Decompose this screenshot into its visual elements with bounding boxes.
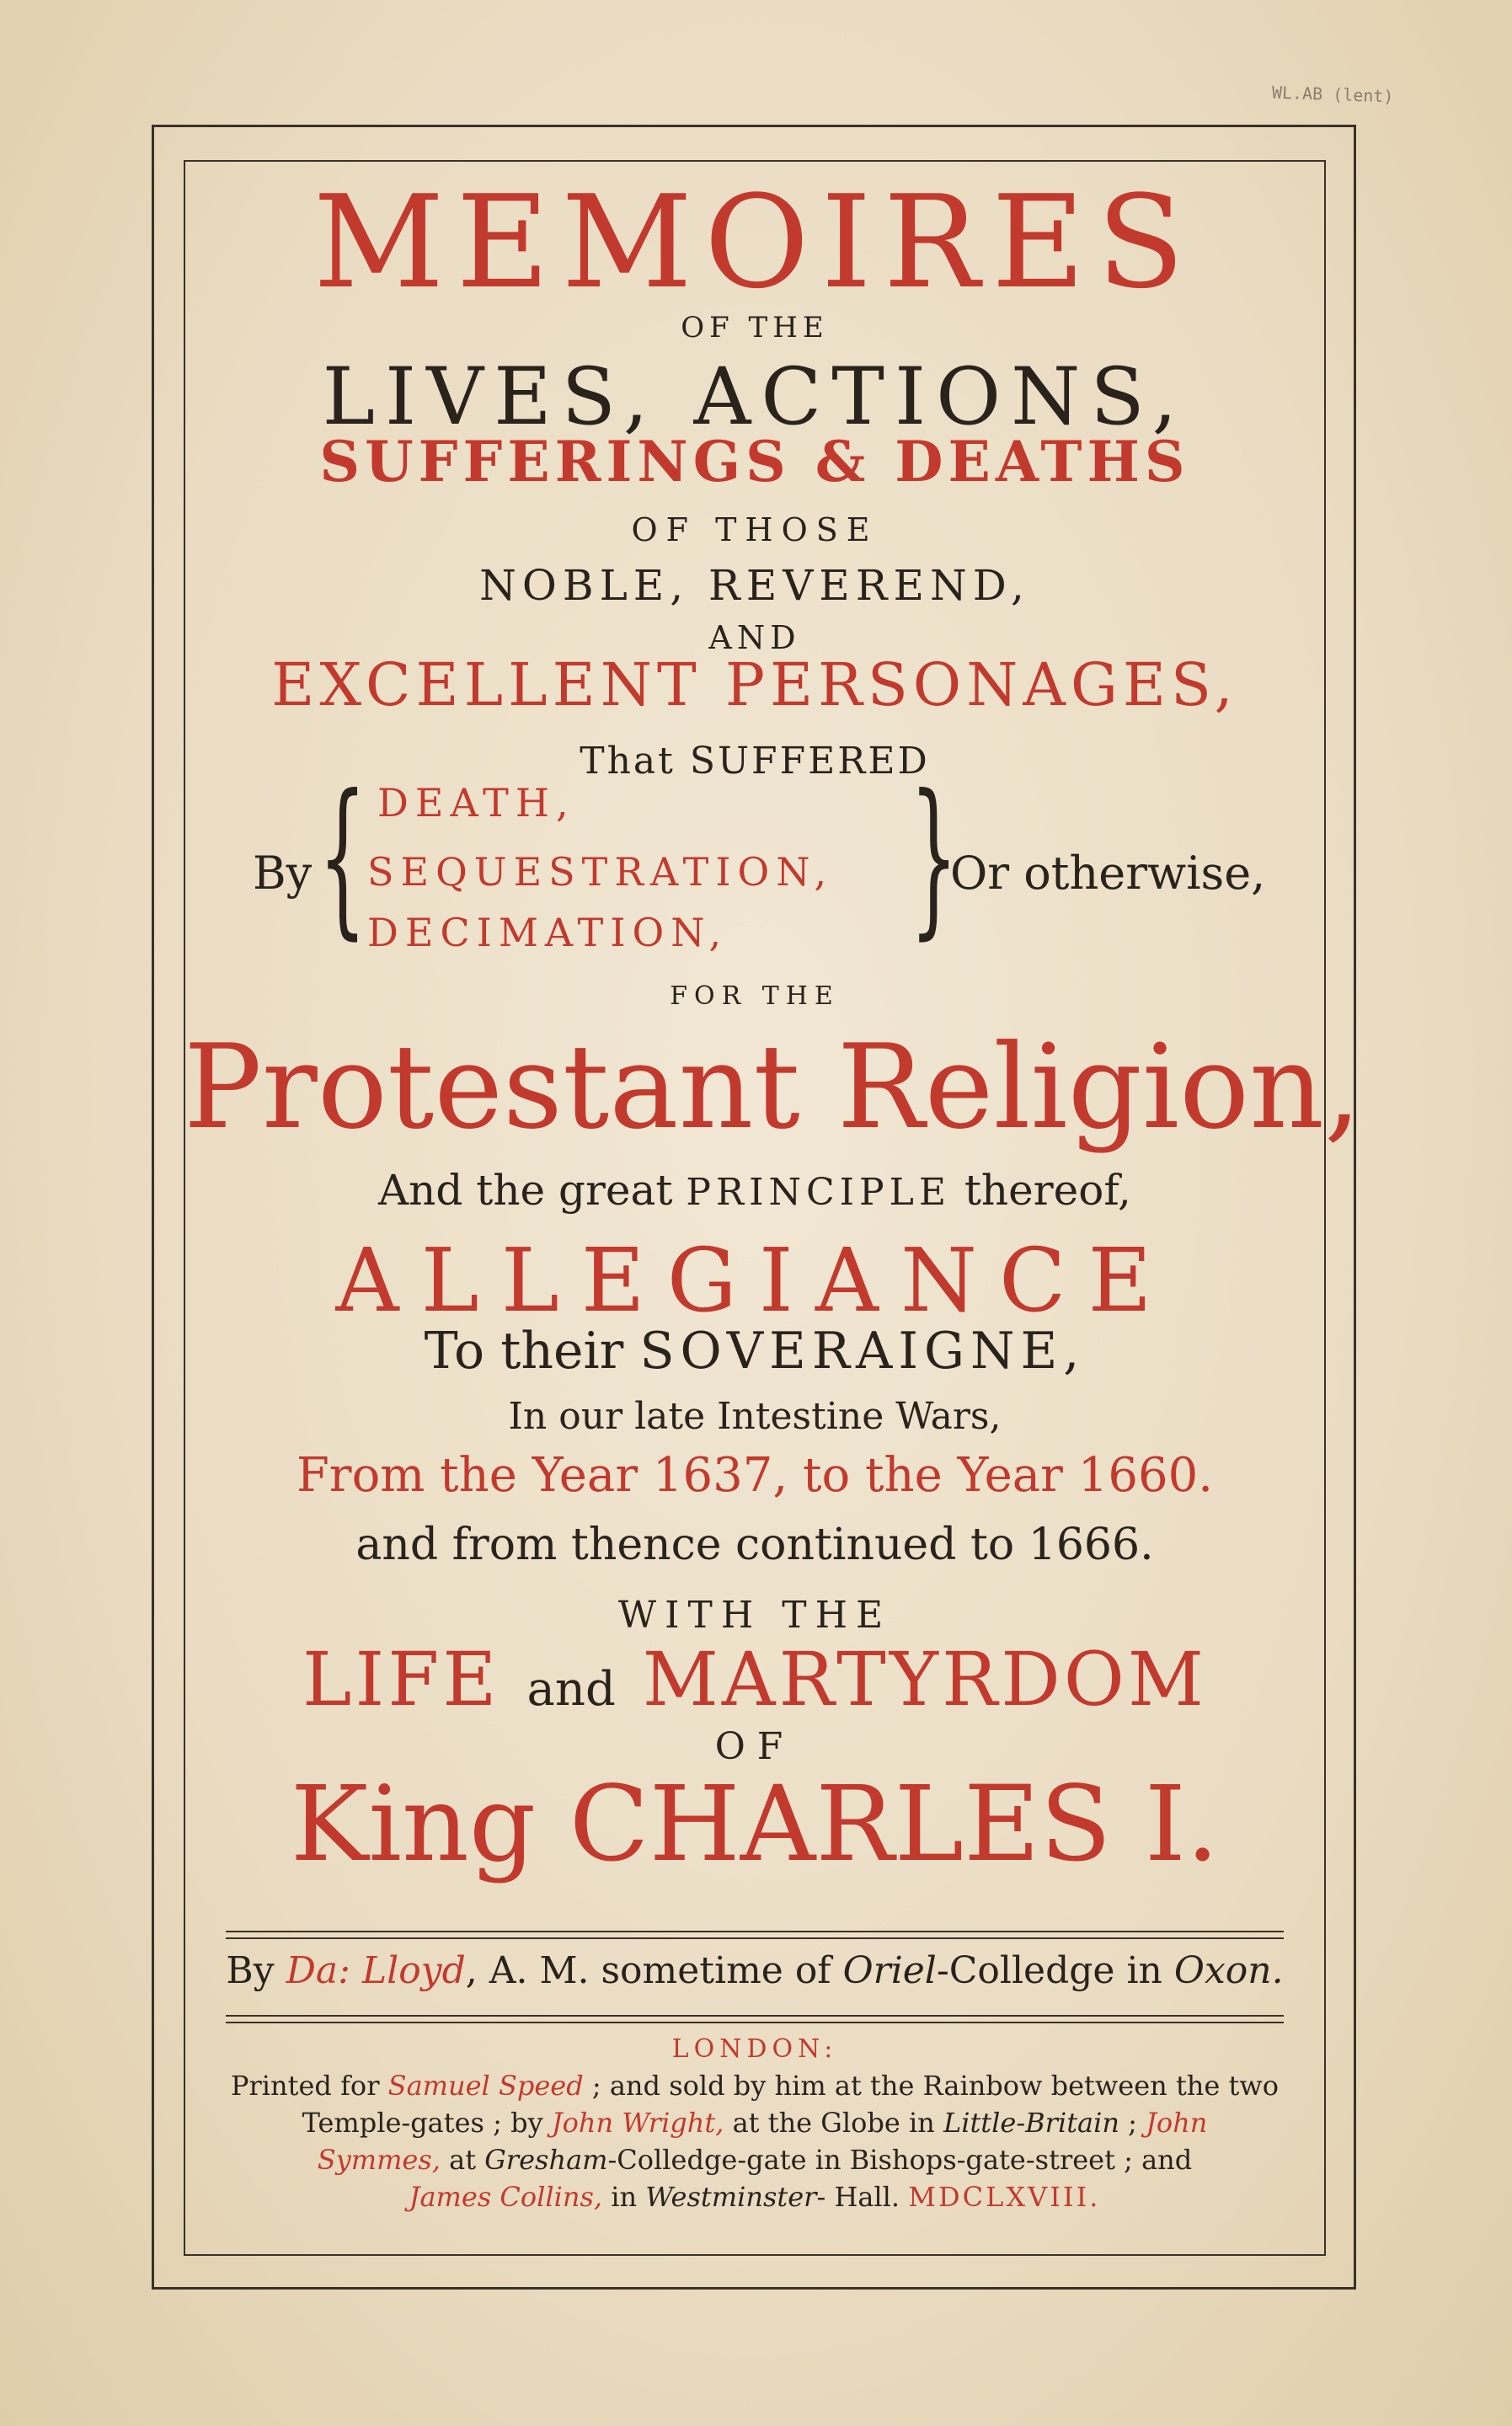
imprint-symmes: Symmes, xyxy=(317,2144,441,2176)
title-continued: and from thence continued to 1666. xyxy=(355,1520,1154,1570)
right-brace-icon: } xyxy=(910,759,959,955)
title-of: OF xyxy=(714,1725,795,1768)
title-soveraigne-line xyxy=(184,1322,1326,1381)
author-rest-b: -Colledge in xyxy=(936,1949,1162,1992)
title-lives-actions: LIVES, ACTIONS, xyxy=(322,351,1188,443)
or-otherwise-label: Or otherwise, xyxy=(950,847,1266,900)
and-the-great-text: And the great xyxy=(378,1166,673,1215)
imprint-little-britain: Little-Britain xyxy=(943,2107,1119,2139)
imprint-james-collins: James Collins, xyxy=(409,2181,603,2213)
sequestration-label: SEQUESTRATION, xyxy=(367,849,834,895)
title-that-suffered: That SUFFERED xyxy=(580,740,930,783)
title-from-year: From the Year 1637, to the Year 1660. xyxy=(296,1448,1214,1503)
imprint-semicolon: ; xyxy=(1128,2107,1137,2139)
life-text: LIFE xyxy=(302,1636,500,1723)
title-with-the: WITH THE xyxy=(617,1594,892,1637)
death-label: DEATH, xyxy=(377,780,575,826)
imprint-line3-rest: -Colledge-gate in Bishops-gate-street ; and xyxy=(607,2144,1193,2176)
author-by: By xyxy=(226,1949,275,1992)
thereof-text: thereof, xyxy=(964,1166,1131,1215)
imprint-westminster: Westminster xyxy=(645,2181,817,2213)
imprint-printed-for: Printed for xyxy=(230,2070,380,2102)
author-name: Da: Lloyd xyxy=(286,1949,466,1992)
imprint-john: John xyxy=(1146,2107,1208,2139)
lower-rule xyxy=(226,2015,1284,2017)
imprint-hall: - Hall. xyxy=(816,2181,900,2213)
imprint-line1-rest: ; and sold by him at the Rainbow between the two xyxy=(591,2070,1280,2102)
imprint-globe: at the Globe in xyxy=(732,2107,935,2139)
lower-rule-double xyxy=(226,2022,1284,2023)
author-rest-a: , A. M. sometime of xyxy=(465,1949,831,1992)
title-intestine-wars: In our late Intestine Wars, xyxy=(508,1395,1002,1438)
and-small-text: and xyxy=(526,1662,616,1717)
imprint-at: at xyxy=(449,2144,477,2176)
imprint-in: in xyxy=(611,2181,638,2213)
title-life-martyrdom-line xyxy=(184,1636,1326,1723)
decimation-label: DECIMATION, xyxy=(367,910,729,955)
imprint-temple-gates: Temple-gates ; by xyxy=(302,2107,543,2139)
imprint-gresham: Gresham xyxy=(484,2144,608,2176)
to-their-text: To their xyxy=(424,1322,624,1381)
title-excellent-personages: EXCELLENT PERSONAGES, xyxy=(271,650,1238,719)
imprint-london: LONDON: xyxy=(671,2034,838,2064)
title-king-charles: King CHARLES I. xyxy=(290,1764,1220,1885)
left-brace-icon: { xyxy=(318,759,367,955)
title-protestant-religion: Protestant Religion, xyxy=(184,1019,1361,1155)
author-oxon: Oxon. xyxy=(1173,1949,1284,1992)
martyrdom-text: MARTYRDOM xyxy=(642,1636,1207,1723)
title-for-the: FOR THE xyxy=(670,981,840,1011)
title-sufferings-deaths: SUFFERINGS & DEATHS xyxy=(319,429,1190,494)
author-line xyxy=(184,1949,1326,1992)
principle-text: PRINCIPLE xyxy=(686,1171,951,1214)
imprint-john-wright: John Wright, xyxy=(551,2107,724,2139)
title-allegiance: ALLEGIANCE xyxy=(335,1229,1174,1332)
shelfmark: WL.AB (lent) xyxy=(1271,82,1394,107)
soveraigne-text: SOVERAIGNE, xyxy=(639,1322,1086,1381)
by-label: By xyxy=(253,847,313,900)
imprint-line-2 xyxy=(184,2107,1326,2139)
imprint-date: MDCLXVIII. xyxy=(908,2181,1101,2213)
upper-rule-double xyxy=(226,1937,1284,1939)
title-noble-reverend: NOBLE, REVEREND, xyxy=(479,561,1030,610)
title-of-the: OF THE xyxy=(681,311,829,345)
author-oriel: Oriel xyxy=(842,1949,937,1992)
upper-rule xyxy=(226,1931,1284,1932)
imprint-samuel-speed: Samuel Speed xyxy=(387,2070,584,2102)
imprint-line-4 xyxy=(184,2181,1326,2213)
title-principle-line xyxy=(184,1166,1326,1215)
title-and: AND xyxy=(708,619,801,656)
imprint-line-3 xyxy=(184,2144,1326,2176)
title-of-those: OF THOSE xyxy=(631,511,879,548)
title-memoires: MEMOIRES xyxy=(313,168,1197,317)
imprint-line-1 xyxy=(184,2070,1326,2102)
